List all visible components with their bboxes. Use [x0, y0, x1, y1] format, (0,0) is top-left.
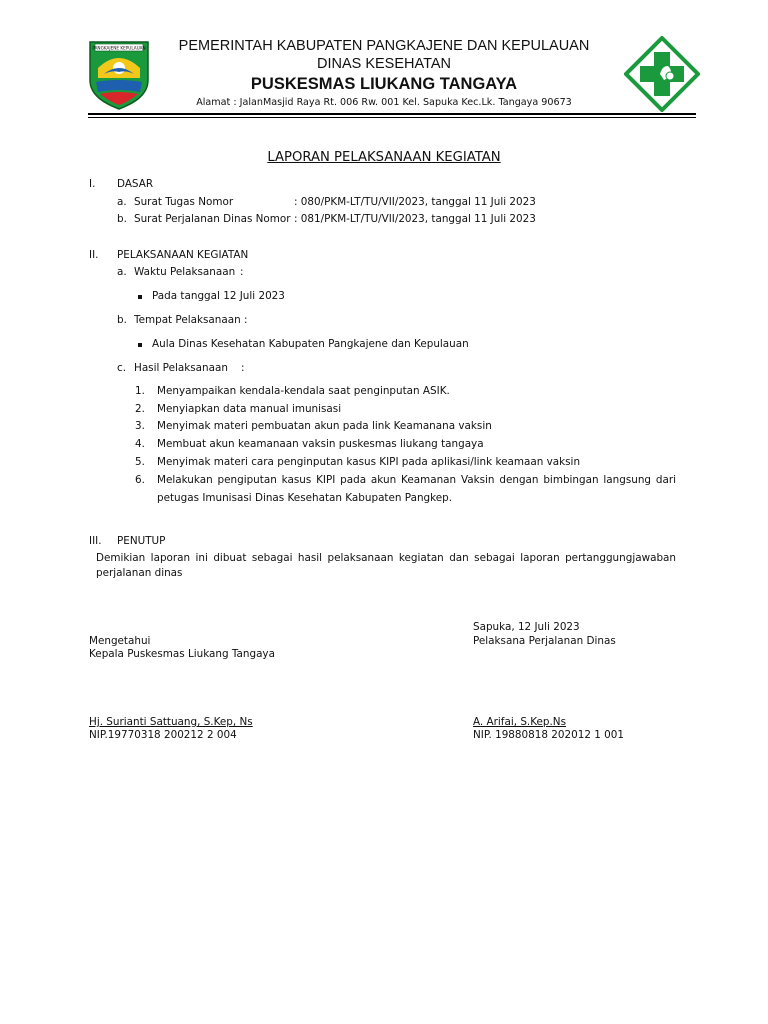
section-number: I.: [89, 178, 96, 190]
header-address: Alamat : JalanMasjid Raya Rt. 006 Rw. 001 Kel. Sapuka Kec.Lk. Tangaya 90673: [196, 97, 572, 108]
item-letter: b.: [117, 314, 127, 326]
emblem-banner-text: PANGKAJENE KEPULAUAN: [92, 45, 146, 51]
waktu-bullet-text: Pada tanggal 12 Juli 2023: [152, 290, 285, 302]
list-number: 3.: [135, 420, 145, 432]
waktu-label: Waktu Pelaksanaan: [134, 266, 236, 278]
header-divider-thin: [88, 117, 696, 118]
section-heading-pelaksanaan: PELAKSANAAN KEGIATAN: [117, 249, 249, 261]
section-heading-penutup: PENUTUP: [117, 535, 166, 547]
dasar-value: : 081/PKM-LT/TU/VII/2023, tanggal 11 Juli 2023: [294, 213, 536, 225]
item-letter: a.: [117, 266, 127, 278]
dasar-label: Surat Tugas Nomor: [134, 196, 234, 208]
header-puskesmas: PUSKESMAS LIUKANG TANGAYA: [250, 75, 518, 93]
list-number: 1.: [135, 385, 145, 397]
list-item: Membuat akun keamanaan vaksin puskesmas liukang tangaya: [157, 438, 484, 450]
report-title: LAPORAN PELAKSANAAN KEGIATAN: [267, 150, 501, 165]
signature-right-nip: NIP. 19880818 202012 1 001: [473, 729, 624, 741]
hasil-label: Hasil Pelaksanaan: [134, 362, 228, 374]
section-number: III.: [89, 535, 102, 547]
section-heading-dasar: DASAR: [117, 178, 154, 190]
item-letter: b.: [117, 213, 127, 225]
penutup-paragraph-end: perjalanan dinas: [96, 567, 183, 579]
list-item: Menyampaikan kendala-kendala saat penginputan ASIK.: [157, 385, 450, 397]
list-item: Menyiapkan data manual imunisasi: [157, 403, 342, 415]
signature-right-name: A. Arifai, S.Kep.Ns: [473, 716, 566, 728]
hasil-colon: :: [241, 362, 245, 374]
section-number: II.: [89, 249, 99, 261]
header-divider-thick: [88, 113, 696, 115]
list-number: 5.: [135, 456, 145, 468]
signature-left-nip: NIP.19770318 200212 2 004: [89, 729, 237, 741]
bullet-icon: [138, 343, 142, 347]
signature-left-name: Hj. Surianti Sattuang, S.Kep, Ns: [89, 716, 253, 728]
signature-place-date: Sapuka, 12 Juli 2023: [473, 621, 580, 633]
penutup-paragraph: Demikian laporan ini dibuat sebagai hasil pelaksanaan kegiatan dan sebagai laporan pertanggungjawaban: [96, 552, 676, 564]
signature-right-role: Pelaksana Perjalanan Dinas: [473, 635, 616, 647]
list-item: Menyimak materi pembuatan akun pada link Keamanana vaksin: [157, 420, 492, 432]
dasar-value: : 080/PKM-LT/TU/VII/2023, tanggal 11 Juli 2023: [294, 196, 536, 208]
dasar-label: Surat Perjalanan Dinas Nomor: [134, 213, 291, 225]
item-letter: a.: [117, 196, 127, 208]
list-item: Melakukan pengiputan kasus KIPI pada akun Keamanan Vaksin dengan bimbingan langsung dari: [157, 474, 676, 486]
header-government: PEMERINTAH KABUPATEN PANGKAJENE DAN KEPULAUAN: [178, 38, 590, 54]
waktu-colon: :: [240, 266, 244, 278]
list-number: 4.: [135, 438, 145, 450]
item-letter: c.: [117, 362, 127, 374]
signature-mengetahui: Mengetahui: [89, 635, 151, 647]
tempat-label: Tempat Pelaksanaan :: [134, 314, 248, 326]
tempat-bullet-text: Aula Dinas Kesehatan Kabupaten Pangkajene dan Kepulauan: [152, 338, 469, 350]
list-number: 2.: [135, 403, 145, 415]
list-item: Menyimak materi cara penginputan kasus KIPI pada aplikasi/link keamaan vaksin: [157, 456, 581, 468]
list-item-continuation: petugas Imunisasi Dinas Kesehatan Kabupaten Pangkep.: [157, 492, 453, 504]
header-department: DINAS KESEHATAN: [316, 56, 452, 72]
bullet-icon: [138, 295, 142, 299]
signature-left-role: Kepala Puskesmas Liukang Tangaya: [89, 648, 275, 660]
list-number: 6.: [135, 474, 145, 486]
